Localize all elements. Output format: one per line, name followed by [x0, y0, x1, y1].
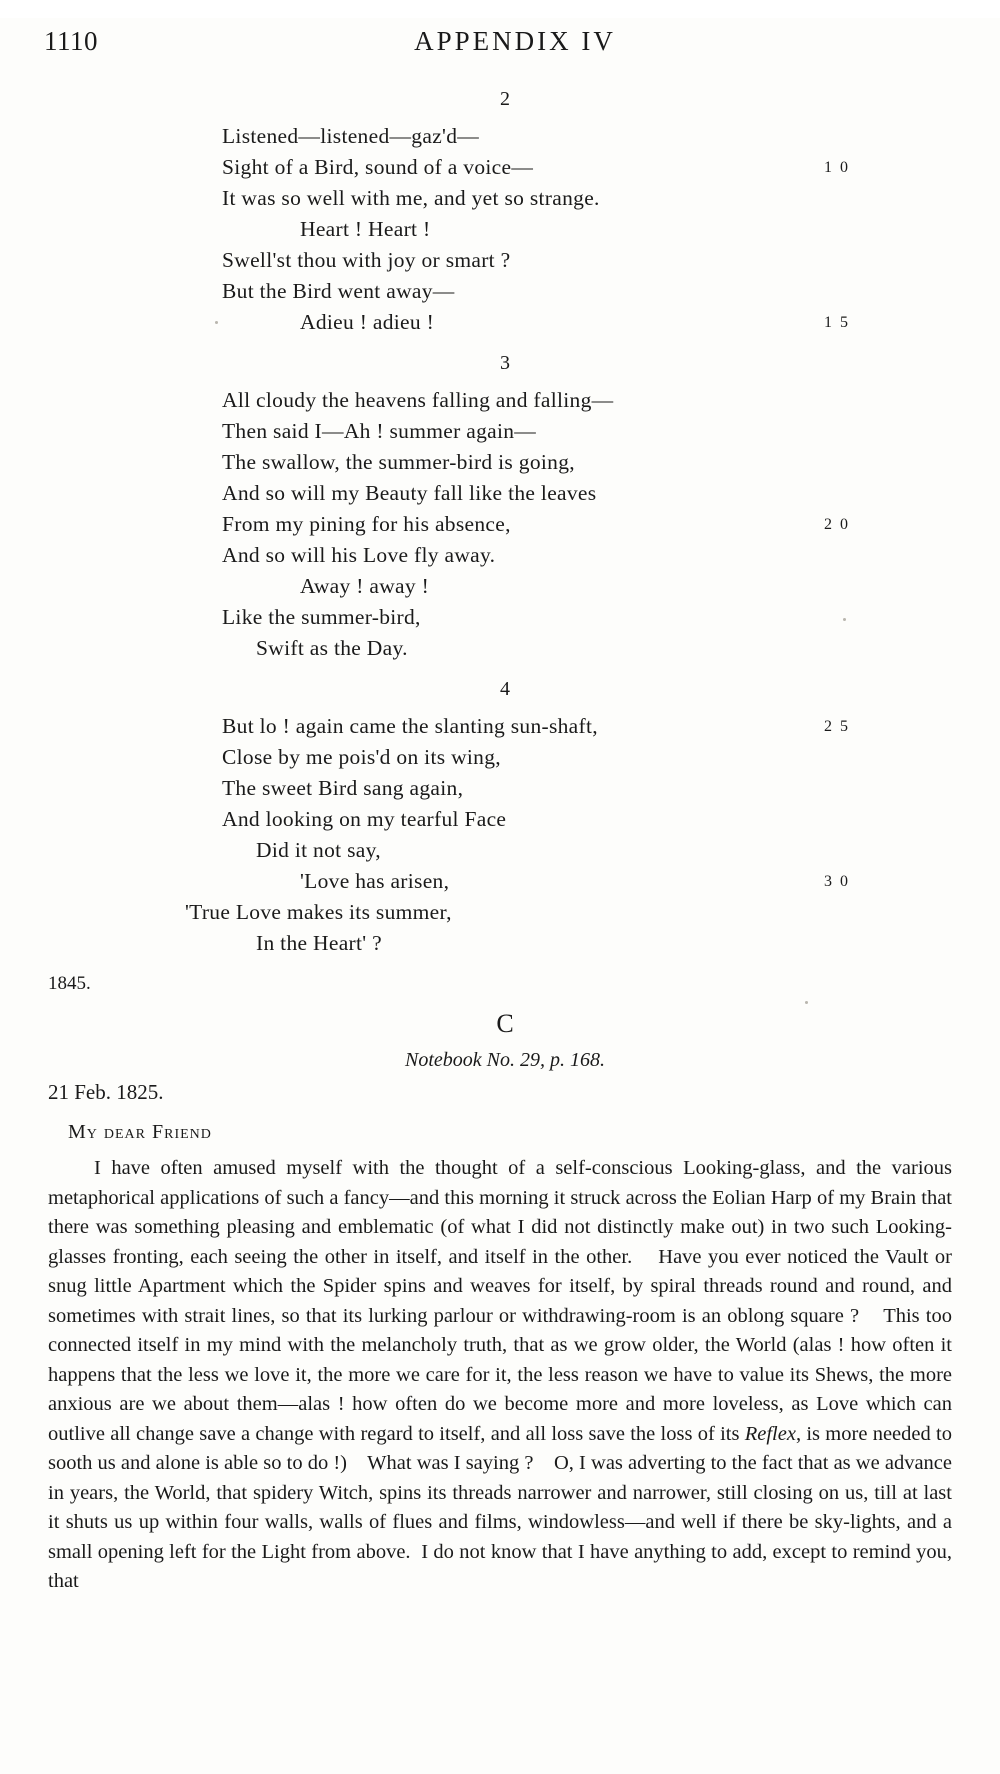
verse-line: 'Love has arisen, 3 0	[0, 866, 1000, 897]
verse-line-number: 2 5	[824, 718, 850, 735]
verse-line: Heart ! Heart !	[300, 217, 431, 241]
verse-line: Away ! away !	[300, 574, 430, 598]
verse-line: Close by me pois'd on its wing,	[222, 745, 501, 769]
letter-paragraph	[48, 1154, 958, 1597]
stray-mark	[843, 618, 846, 621]
verse-line: The swallow, the summer-bird is going,	[222, 450, 575, 474]
verse-line: From my pining for his absence, 2 0	[0, 509, 1000, 540]
letter-date: 21 Feb. 1825.	[48, 1080, 164, 1104]
verse-line: But the Bird went away—	[222, 279, 455, 303]
verse-line: In the Heart' ?	[256, 931, 382, 955]
verse-line: And looking on my tearful Face	[222, 807, 507, 831]
letter-text-italic: Reflex	[744, 1422, 796, 1445]
running-head: APPENDIX IV	[414, 26, 616, 56]
letter-text-part2: , is more needed to sooth us and alone is able so to do !) What was I saying ? O, I was adverting to the fact that as we advance in years, the World, that spidery Witch, spins its threads narrower and narrower, still closing on us, till at last it shuts us up within four walls, walls of flues and films, windowless—and well if there be sky-lights, and a small opening left for the Light from above. I do not know that I have anything to add, except to remind you, that	[48, 1422, 958, 1592]
verse-line: Sight of a Bird, sound of a voice— 1 0	[0, 152, 1000, 183]
verse-line-number: 1 0	[824, 159, 850, 176]
stray-mark	[215, 321, 218, 324]
verse-line: Swell'st thou with joy or smart ?	[222, 248, 511, 272]
stanza-number: 4	[500, 678, 510, 700]
stanza	[0, 385, 1000, 664]
verse-line-number: 1 5	[824, 314, 850, 331]
document-page	[0, 18, 1000, 1774]
letter-body	[0, 1154, 1000, 1597]
page-number: 1110	[44, 26, 98, 56]
verse-line: Adieu ! adieu ! 1 5	[0, 307, 1000, 338]
stanza	[0, 121, 1000, 338]
verse-line: Did it not say,	[256, 838, 381, 862]
poem-year-note: 1845.	[48, 973, 91, 994]
verse-line: The sweet Bird sang again,	[222, 776, 464, 800]
verse-line: All cloudy the heavens falling and falling—	[222, 388, 614, 412]
section-letter: C	[496, 1009, 514, 1038]
verse-line: Like the summer-bird,	[222, 605, 421, 629]
stray-mark	[805, 1001, 808, 1004]
verse-line: But lo ! again came the slanting sun-shaft, 2 5	[0, 711, 1000, 742]
verse-line: 'True Love makes its summer,	[185, 900, 452, 924]
page-header	[0, 18, 1000, 74]
verse-line: It was so well with me, and yet so strange.	[222, 186, 600, 210]
source-note: Notebook No. 29, p. 168.	[405, 1049, 605, 1071]
stanza-number: 3	[500, 352, 510, 374]
verse-line: And so will my Beauty fall like the leaves	[222, 481, 597, 505]
poem-block	[0, 88, 1000, 995]
salutation: My dear Friend	[68, 1121, 212, 1143]
letter-text-part1: I have often amused myself with the thought of a self-conscious Looking-glass, and the various metaphorical applications of such a fancy—and this morning it struck across the Eolian Harp of my Brain that there was something pleasing and emblematic (of what I did not distinctly make out) in two such Looking-glasses fronting, each seeing the other in itself, and itself in the other. Have you ever noticed the Vault or snug little Apartment which the Spider spins and weaves for itself, by spiral threads round and round, and sometimes with strait lines, so that its lurking parlour or withdrawing-room is an oblong square ? This too connected itself in my mind with the melancholy truth, that as we grow older, the World (alas ! how often it happens that the less we love it, the more we care for it, the less reason we have to value its Shews, the more anxious are we about them—alas ! how often do we become more and more loveless, as Love which can outlive all change save a change with regard to itself, and all loss save the loss of its	[48, 1157, 958, 1445]
verse-line: Then said I—Ah ! summer again—	[222, 419, 537, 443]
stanza	[0, 711, 1000, 959]
verse-line-number: 3 0	[824, 873, 850, 890]
verse-line: Listened—listened—gaz'd—	[222, 124, 480, 148]
verse-line: And so will his Love fly away.	[222, 543, 496, 567]
stanza-number: 2	[500, 88, 510, 110]
verse-line: Swift as the Day.	[256, 636, 408, 660]
verse-line-number: 2 0	[824, 516, 850, 533]
